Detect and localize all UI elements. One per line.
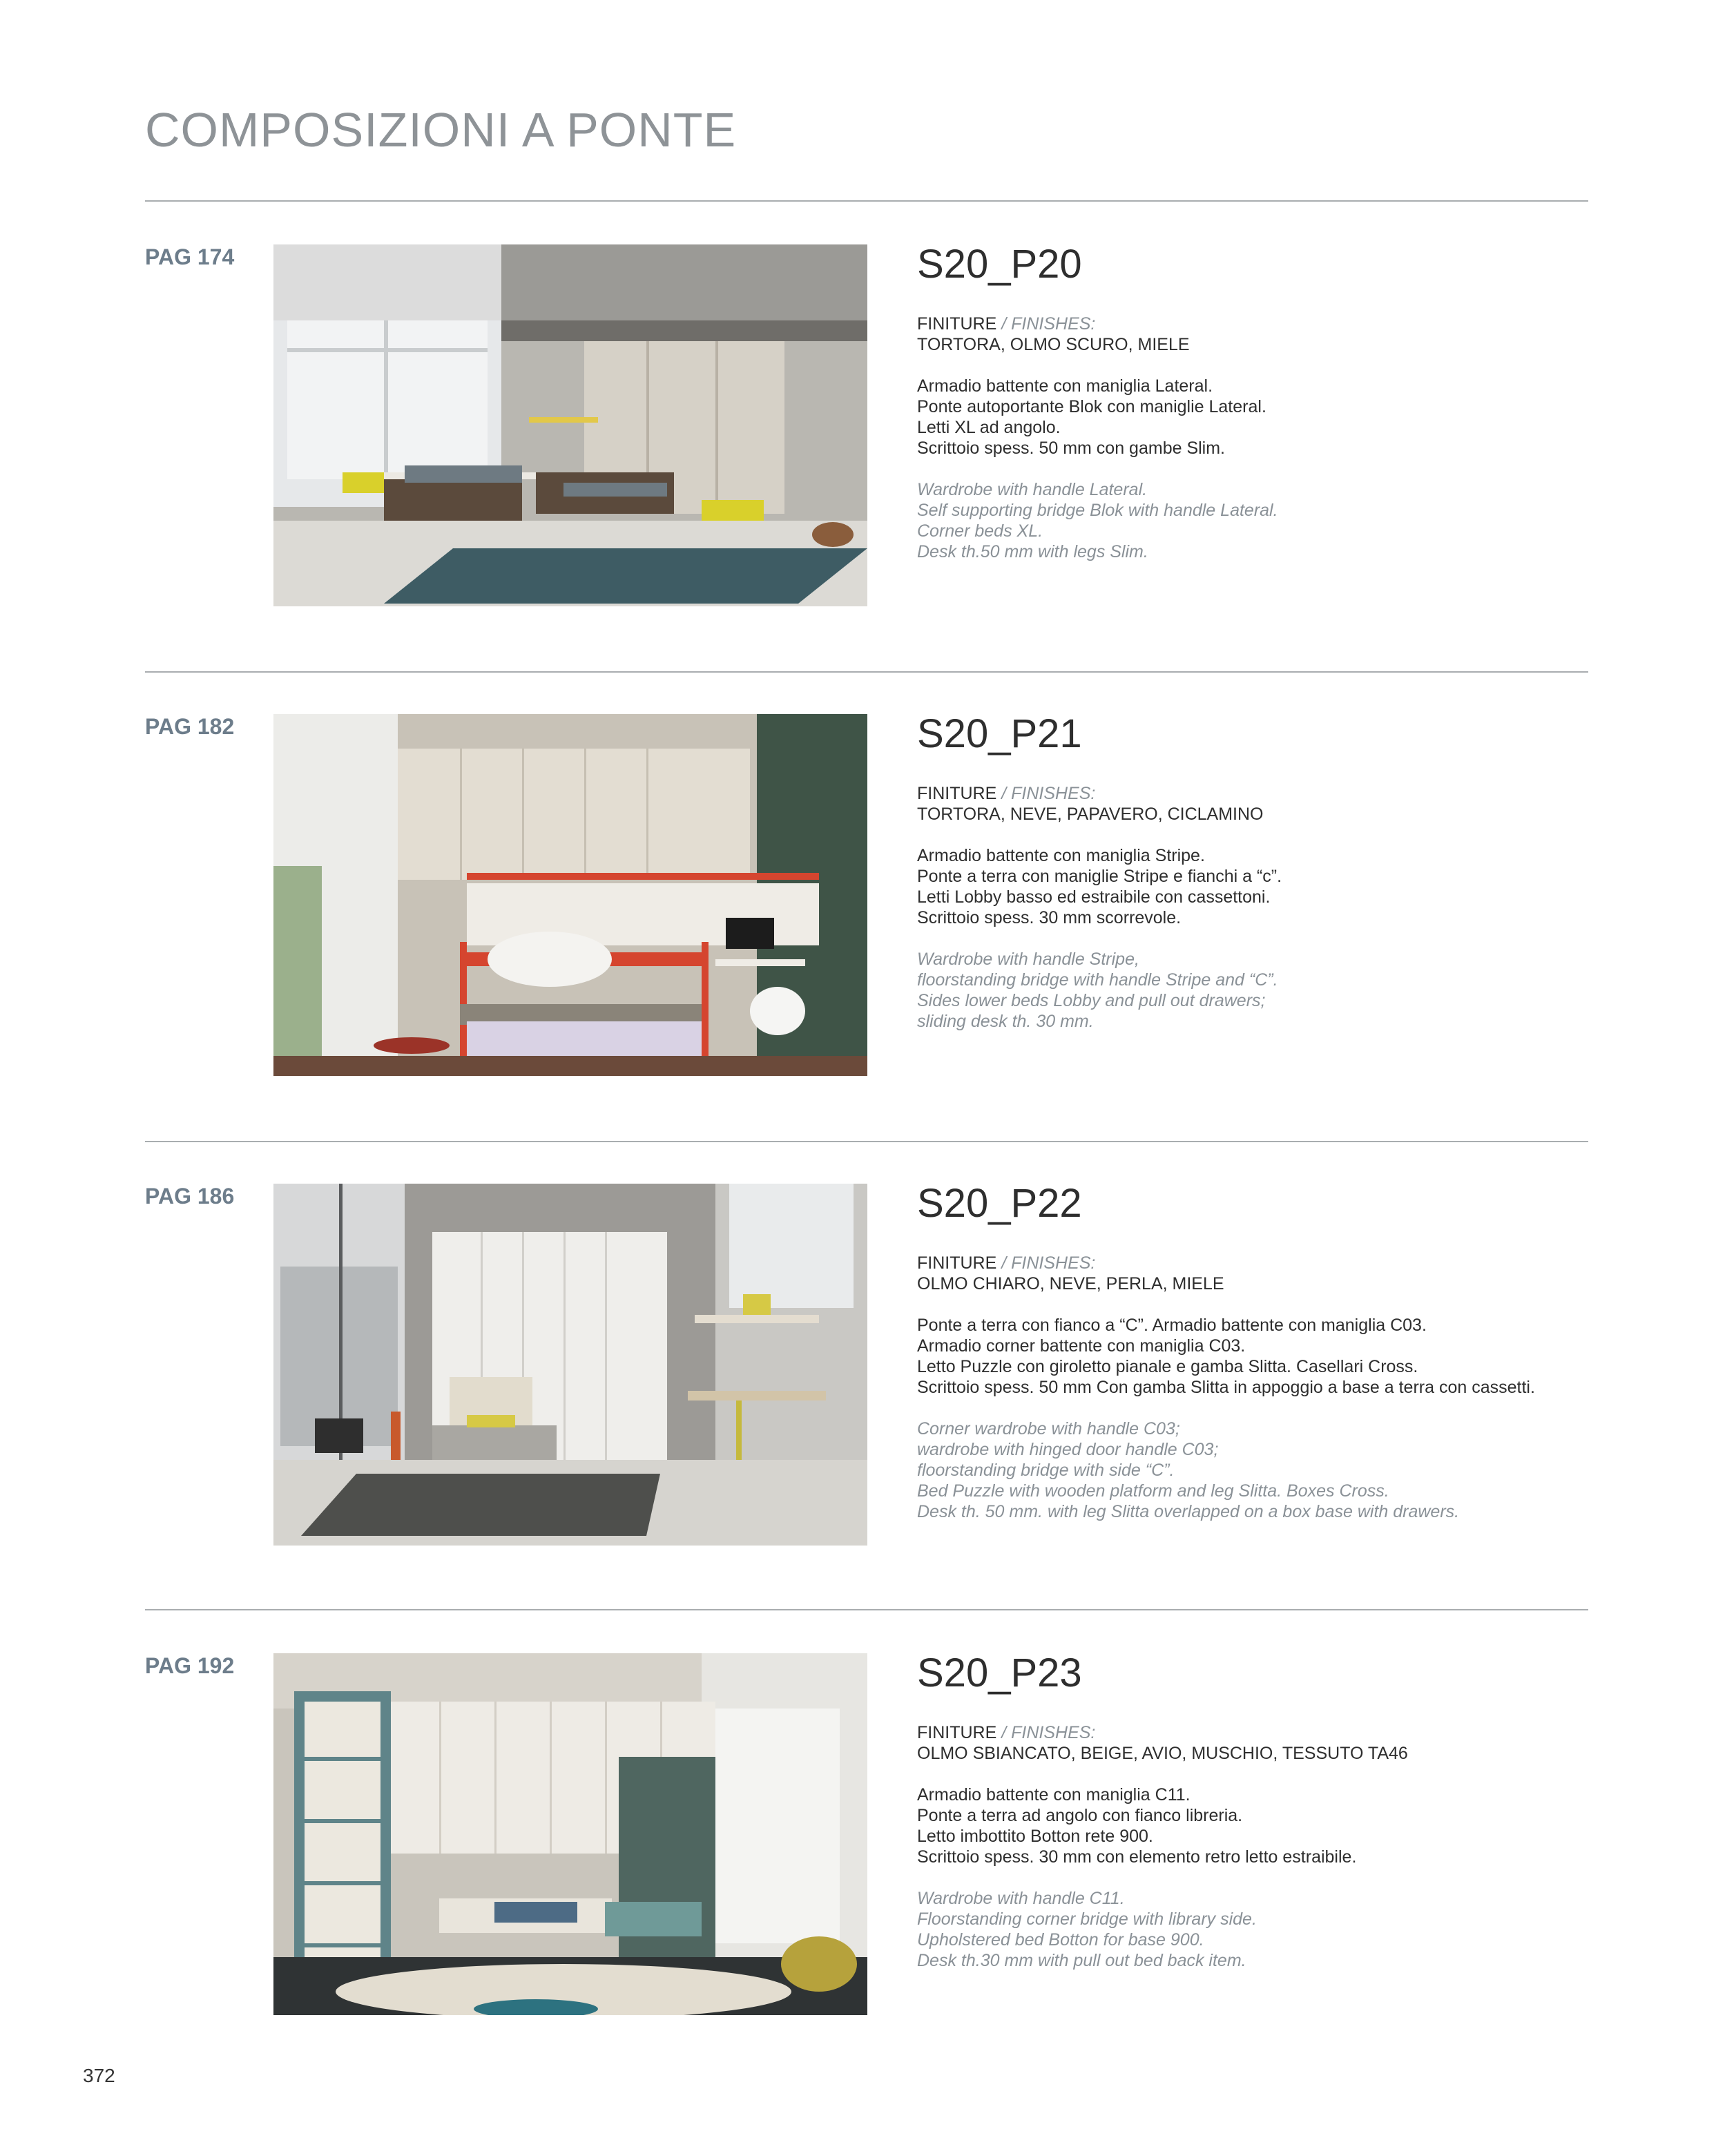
description-line: Ponte autoportante Blok con maniglie Lateral. [917, 397, 1266, 416]
page-reference: PAG 182 [145, 714, 235, 739]
description-line: Floorstanding corner bridge with library side. [917, 1909, 1257, 1929]
finishes-label-en: / FINISHES: [1001, 1253, 1096, 1273]
description-line: sliding desk th. 30 mm. [917, 1012, 1094, 1031]
page-reference: PAG 192 [145, 1653, 235, 1678]
description-line: Bed Puzzle with wooden platform and leg Slitta. Boxes Cross. [917, 1481, 1389, 1501]
finishes-label: FINITURE [917, 1253, 997, 1273]
description-line: Corner wardrobe with handle C03; [917, 1419, 1180, 1438]
description-line: Ponte a terra con maniglie Stripe e fianchi a “c”. [917, 867, 1282, 886]
description-line: Scrittoio spess. 50 mm Con gamba Slitta in appoggio a base a terra con cassetti. [917, 1378, 1535, 1397]
description-line: Ponte a terra con fianco a “C”. Armadio battente con maniglia C03. [917, 1316, 1427, 1335]
description-line: Letti Lobby basso ed estraibile con cassettoni. [917, 887, 1271, 907]
finishes-label-en: / FINISHES: [1001, 784, 1096, 803]
description-line: Desk th.50 mm with legs Slim. [917, 542, 1148, 561]
finishes-label: FINITURE [917, 314, 997, 334]
description-line: Self supporting bridge Blok with handle Lateral. [917, 501, 1278, 520]
description-line: wardrobe with hinged door handle C03; [917, 1440, 1219, 1459]
description-line: Scrittoio spess. 50 mm con gambe Slim. [917, 439, 1225, 458]
composition-code: S20_P22 [917, 1181, 1082, 1226]
composition-info [917, 244, 1594, 562]
description-english [917, 479, 1594, 562]
composition-code: S20_P20 [917, 242, 1082, 287]
description-line: Sides lower beds Lobby and pull out drawers; [917, 991, 1266, 1010]
composition-info [917, 1650, 1594, 1971]
divider [145, 1141, 1588, 1142]
description-line: floorstanding bridge with handle Stripe and “C”. [917, 970, 1278, 990]
finishes-values: TORTORA, NEVE, PAPAVERO, CICLAMINO [917, 805, 1264, 824]
description-italian [917, 845, 1594, 928]
description-line: Wardrobe with handle C11. [917, 1889, 1125, 1908]
finishes-heading [917, 314, 1594, 334]
description-italian [917, 1784, 1594, 1867]
page-reference: PAG 186 [145, 1184, 235, 1209]
description-line: Letti XL ad angolo. [917, 418, 1061, 437]
page-number: 372 [83, 2065, 115, 2086]
finishes-label: FINITURE [917, 1723, 997, 1742]
composition-entry [0, 1650, 1725, 2081]
composition-entry [0, 244, 1725, 673]
finishes-heading [917, 1722, 1594, 1743]
finishes-label-en: / FINISHES: [1001, 314, 1096, 334]
description-line: Armadio battente con maniglia Lateral. [917, 376, 1213, 396]
description-line: Wardrobe with handle Stripe, [917, 950, 1139, 969]
description-english [917, 1888, 1594, 1971]
description-line: Wardrobe with handle Lateral. [917, 480, 1148, 499]
composition-code: S20_P23 [917, 1650, 1082, 1695]
description-line: Corner beds XL. [917, 521, 1043, 541]
composition-entry [0, 711, 1725, 1142]
description-line: Scrittoio spess. 30 mm scorrevole. [917, 908, 1182, 927]
composition-info [917, 1181, 1594, 1522]
description-line: Armadio battente con maniglia C11. [917, 1785, 1191, 1804]
description-line: Letto Puzzle con giroletto pianale e gamba Slitta. Casellari Cross. [917, 1357, 1418, 1376]
description-italian [917, 376, 1594, 459]
description-line: Desk th.30 mm with pull out bed back item. [917, 1951, 1246, 1970]
room-photo [273, 244, 867, 606]
page-reference: PAG 174 [145, 244, 235, 269]
divider [145, 671, 1588, 673]
description-line: Letto imbottito Botton rete 900. [917, 1827, 1153, 1846]
description-line: Upholstered bed Botton for base 900. [917, 1930, 1204, 1950]
finishes-values: OLMO SBIANCATO, BEIGE, AVIO, MUSCHIO, TESSUTO TA46 [917, 1744, 1408, 1763]
finishes-values: OLMO CHIARO, NEVE, PERLA, MIELE [917, 1274, 1224, 1293]
composition-info [917, 711, 1594, 1032]
finishes-label: FINITURE [917, 784, 997, 803]
divider [145, 200, 1588, 202]
description-italian [917, 1315, 1594, 1398]
description-english [917, 949, 1594, 1032]
finishes-label-en: / FINISHES: [1001, 1723, 1096, 1742]
description-line: Armadio battente con maniglia Stripe. [917, 846, 1205, 865]
description-line: Armadio corner battente con maniglia C03. [917, 1336, 1246, 1356]
finishes-heading [917, 1253, 1594, 1273]
room-photo [273, 714, 867, 1076]
room-photo [273, 1653, 867, 2015]
description-line: Desk th. 50 mm. with leg Slitta overlapped on a box base with drawers. [917, 1502, 1460, 1521]
description-line: floorstanding bridge with side “C”. [917, 1461, 1175, 1480]
description-line: Ponte a terra ad angolo con fianco libreria. [917, 1806, 1243, 1825]
finishes-heading [917, 783, 1594, 804]
composition-code: S20_P21 [917, 711, 1082, 756]
room-photo [273, 1184, 867, 1546]
page-title: COMPOSIZIONI A PONTE [145, 103, 737, 157]
composition-entry [0, 1181, 1725, 1612]
description-line: Scrittoio spess. 30 mm con elemento retro letto estraibile. [917, 1847, 1357, 1867]
description-english [917, 1418, 1594, 1522]
divider [145, 1609, 1588, 1610]
finishes-values: TORTORA, OLMO SCURO, MIELE [917, 335, 1190, 354]
